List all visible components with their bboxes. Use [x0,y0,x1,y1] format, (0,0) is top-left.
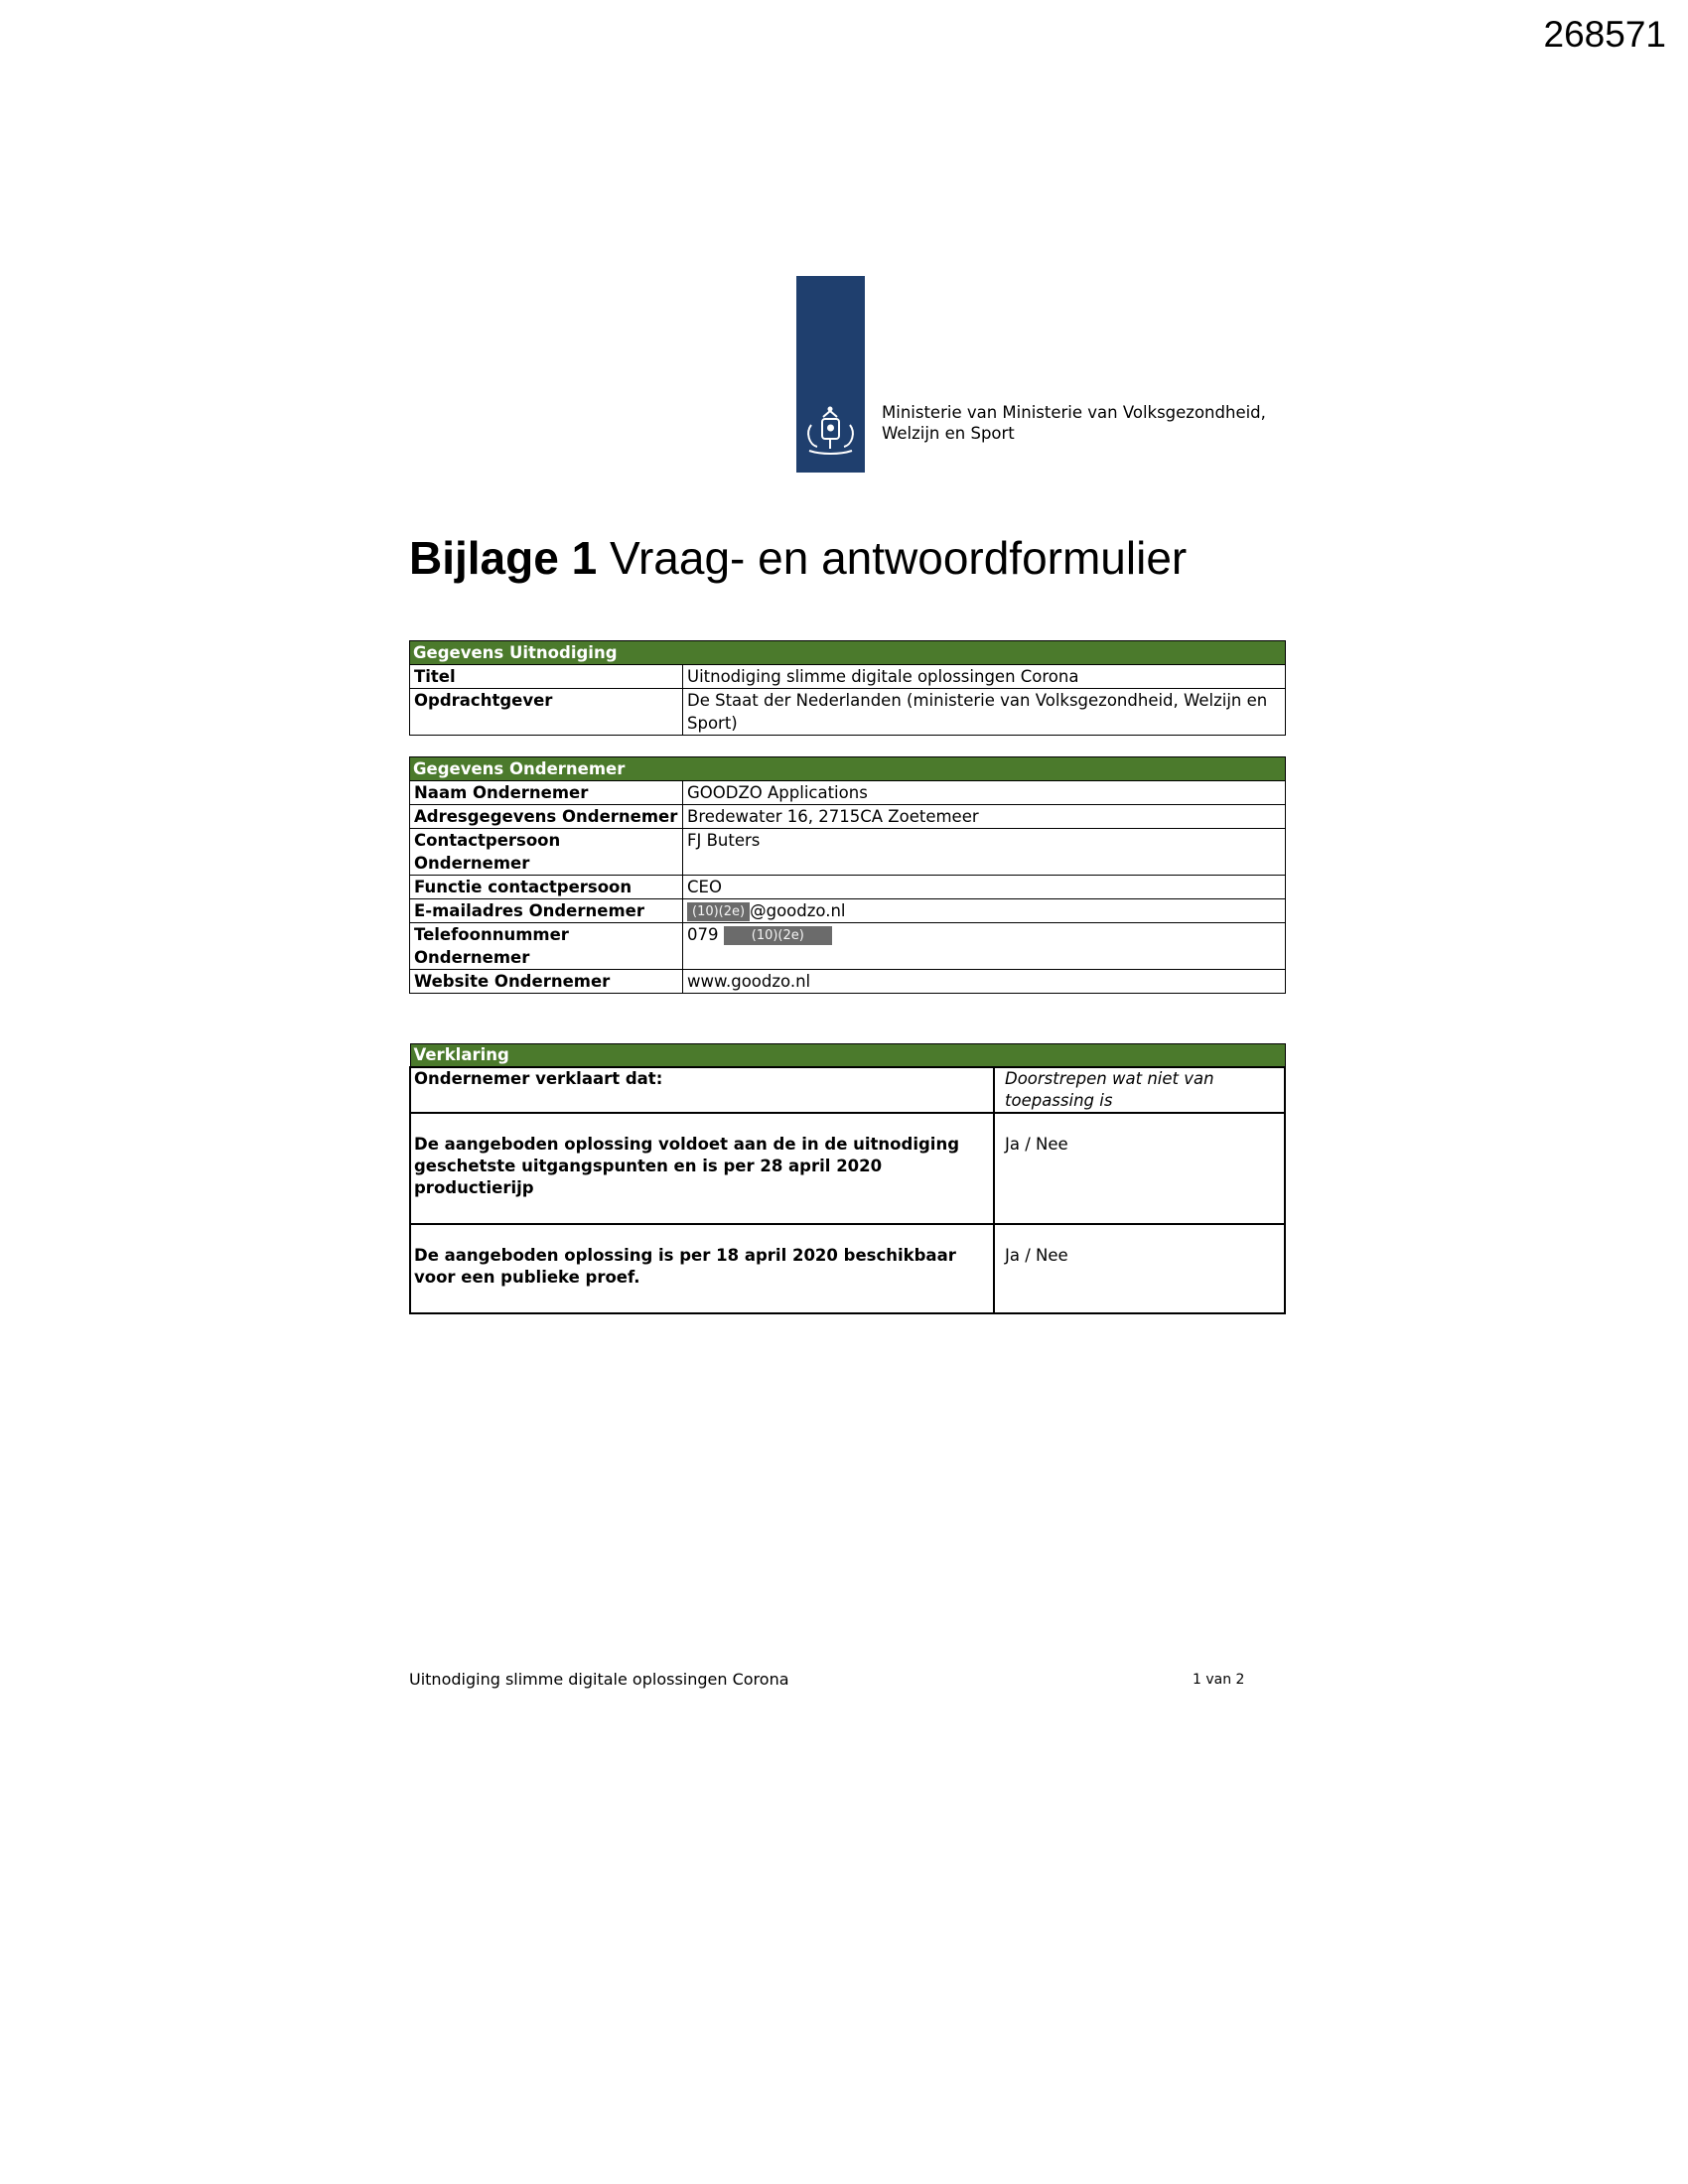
page-title-bold: Bijlage 1 [409,532,598,584]
statement-2: De aangeboden oplossing is per 18 april 2020 beschikbaar voor een publieke proef. [410,1224,994,1313]
table-row [410,689,1286,736]
answer-1: Ja / Nee [994,1113,1285,1224]
adres-value: Bredewater 16, 2715CA Zoetemeer [683,805,1286,829]
adres-label: Adresgegevens Ondernemer [410,805,683,829]
uitnodiging-header: Gegevens Uitnodiging [410,641,1286,665]
naam-value: GOODZO Applications [683,781,1286,805]
table-row [410,1224,1285,1313]
ministry-line-1: Ministerie van Ministerie van Volksgezondheid, [882,403,1266,422]
verklaring-table [409,1043,1286,1314]
ministry-line-2: Welzijn en Sport [882,424,1015,443]
coat-of-arms-icon [801,405,860,457]
opdrachtgever-value: De Staat der Nederlanden (ministerie van Volksgezondheid, Welzijn en Sport) [683,689,1286,736]
table-row [410,1067,1285,1113]
naam-label: Naam Ondernemer [410,781,683,805]
email-label: E-mailadres Ondernemer [410,899,683,923]
page-title-rest: Vraag- en antwoordformulier [609,532,1188,584]
table-row [410,899,1286,923]
titel-value: Uitnodiging slimme digitale oplossingen Corona [683,665,1286,689]
verklaring-intro: Ondernemer verklaart dat: [410,1067,994,1113]
table-row [410,805,1286,829]
email-value [683,899,1286,923]
contactpersoon-value: FJ Buters [683,829,1286,876]
table-row [410,876,1286,899]
telefoon-label: Telefoonnummer Ondernemer [410,923,683,970]
table-row [410,829,1286,876]
table-row [410,781,1286,805]
ondernemer-header: Gegevens Ondernemer [410,757,1286,781]
document-id: 268571 [1543,14,1666,55]
website-label: Website Ondernemer [410,970,683,994]
ondernemer-table [409,756,1286,994]
redaction-box: (10)(2e) [687,902,750,921]
table-row [410,923,1286,970]
functie-label: Functie contactpersoon [410,876,683,899]
table-row [410,1113,1285,1224]
page-title [409,531,1187,585]
government-logo [796,276,865,473]
telefoon-value [683,923,1286,970]
website-value: www.goodzo.nl [683,970,1286,994]
titel-label: Titel [410,665,683,689]
functie-value: CEO [683,876,1286,899]
uitnodiging-table [409,640,1286,736]
table-row [410,665,1286,689]
statement-1: De aangeboden oplossing voldoet aan de in de uitnodiging geschetste uitgangspunten en is per 28 april 2020 productierijp [410,1113,994,1224]
verklaring-header: Verklaring [410,1044,1285,1068]
page-number: 1 van 2 [1193,1672,1245,1688]
telefoon-prefix: 079 [687,925,719,944]
redaction-box: (10)(2e) [724,926,832,945]
opdrachtgever-label: Opdrachtgever [410,689,683,736]
footer-title: Uitnodiging slimme digitale oplossingen Corona [409,1670,789,1689]
email-domain: @goodzo.nl [750,901,846,920]
ministry-name [882,402,1266,444]
table-row [410,970,1286,994]
contactpersoon-label: Contactpersoon Ondernemer [410,829,683,876]
answer-2: Ja / Nee [994,1224,1285,1313]
verklaring-instruction: Doorstrepen wat niet van toepassing is [994,1067,1285,1113]
